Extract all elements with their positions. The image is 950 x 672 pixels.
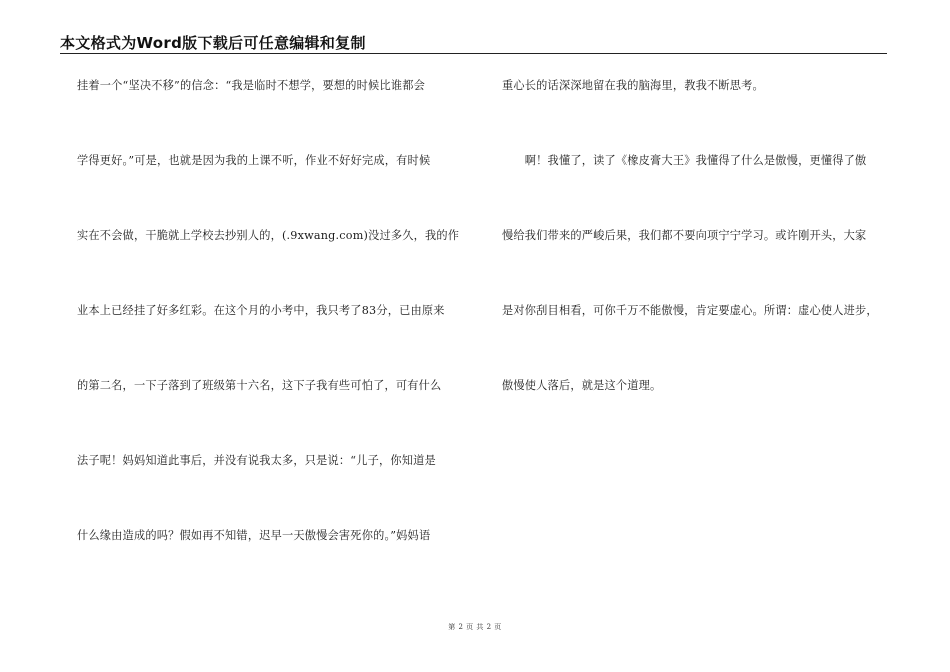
text-line: 学得更好。”可是，也就是因为我的上课不听，作业不好好完成，有时候 — [77, 154, 431, 167]
text-line: 法子呢！妈妈知道此事后，并没有说我太多，只是说：“儿子，你知道是 — [77, 454, 436, 467]
text-line: 业本上已经挂了好多红彩。在这个月的小考中，我只考了83分，已由原来 — [77, 304, 445, 317]
page-number-footer: 第 2 页 共 2 页 — [448, 623, 502, 631]
text-line: 实在不会做，干脆就上学校去抄别人的，(.9xwang.com)没过多久，我的作 — [77, 229, 460, 242]
text-line: 的第二名，一下子落到了班级第十六名，这下子我有些可怕了，可有什么 — [77, 379, 442, 392]
text-line: 慢给我们带来的严峻后果，我们都不要向项宁宁学习。或许刚开头，大家 — [502, 229, 867, 242]
document-header-title: 本文格式为Word版下载后可任意编辑和复制 — [60, 34, 366, 52]
header-divider — [60, 53, 887, 54]
text-line: 重心长的话深深地留在我的脑海里，教我不断思考。 — [502, 79, 764, 92]
text-line: 挂着一个“坚决不移”的信念：“我是临时不想学，要想的时候比谁都会 — [77, 79, 425, 92]
text-line: 啊！我懂了，读了《橡皮膏大王》我懂得了什么是傲慢，更懂得了傲 — [502, 154, 867, 167]
page-header — [60, 34, 887, 54]
text-line: 是对你刮目相看，可你千万不能傲慢，肯定要虚心。所谓：虚心使人进步， — [502, 304, 878, 317]
text-line: 什么缘由造成的吗？假如再不知错，迟早一天傲慢会害死你的。”妈妈语 — [77, 529, 431, 542]
text-line: 傲慢使人落后，就是这个道理。 — [502, 379, 662, 392]
